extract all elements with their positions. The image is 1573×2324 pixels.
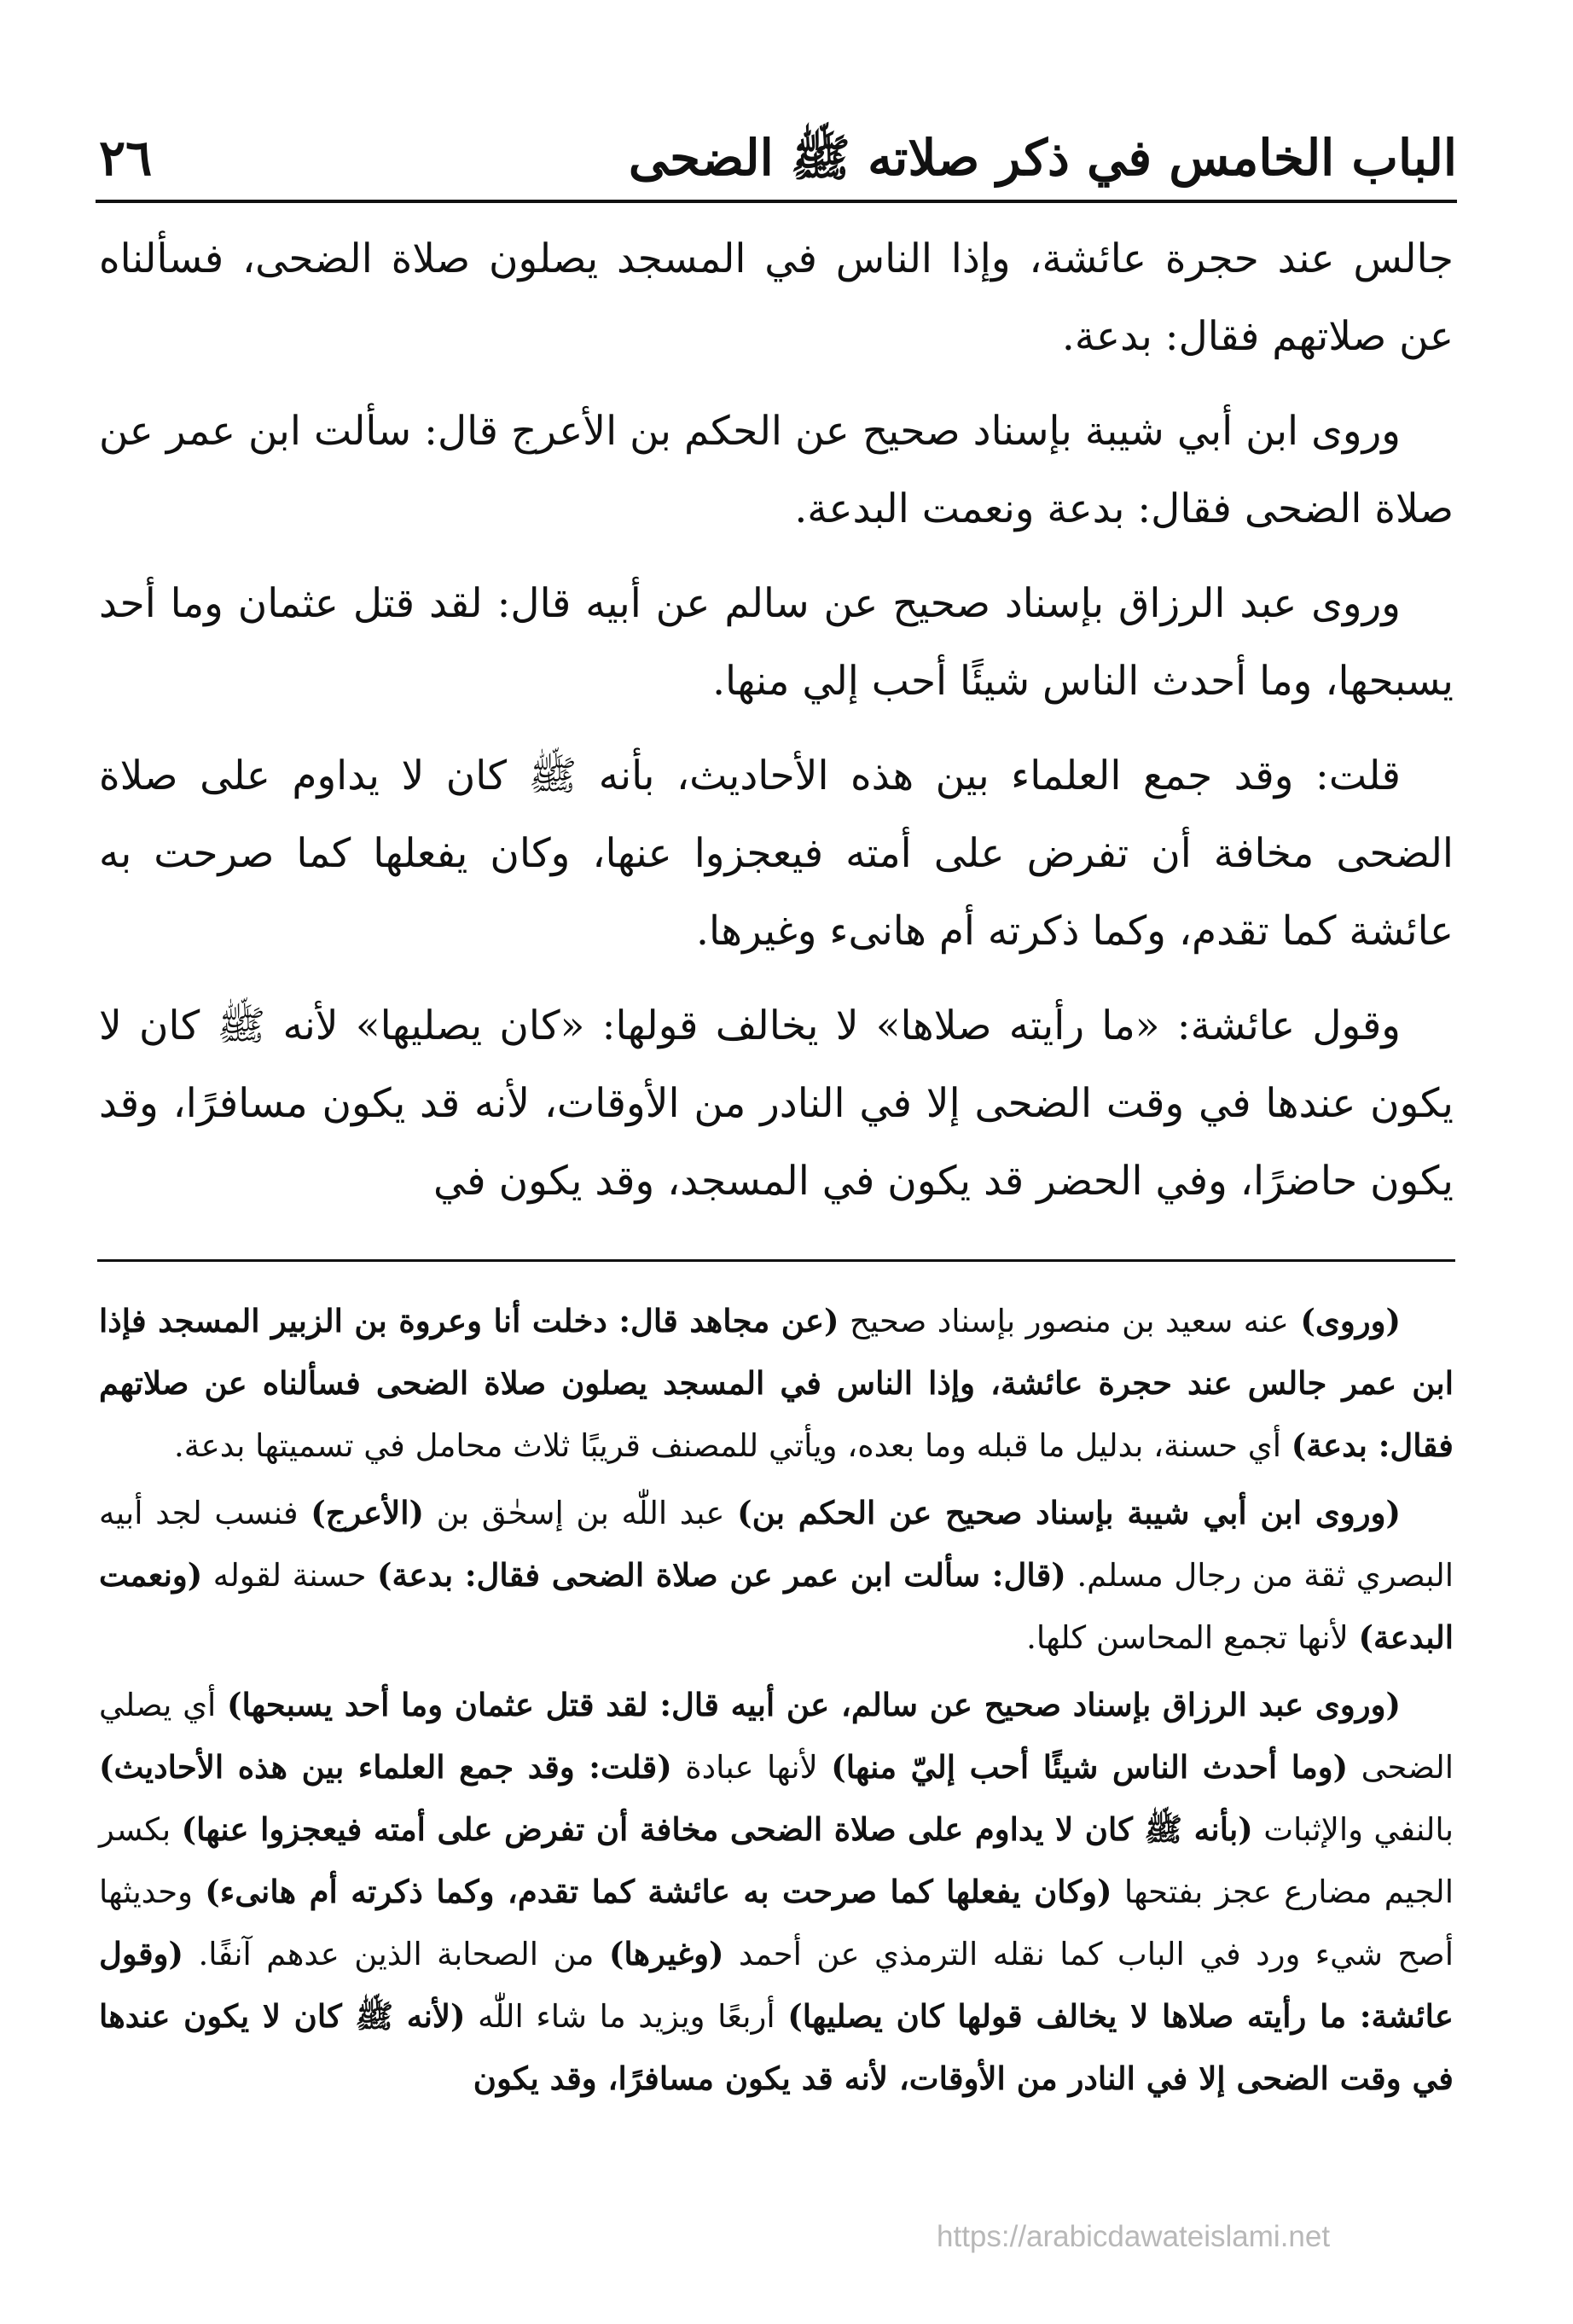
page-header: [96, 118, 1457, 203]
quoted-text: (وكان يفعلها كما صرحت به عائشة كما تقدم، وكما ذكرته أم هانىء): [205, 1873, 1112, 1910]
quoted-text: (وروى ابن أبي شيبة بإسناد صحيح عن الحكم بن): [737, 1494, 1401, 1531]
commentary-text: بالنفي والإثبات: [1252, 1811, 1454, 1848]
chapter-title: الباب الخامس في ذكر صلاته ﷺ الضحى: [628, 129, 1457, 187]
commentary-text: من الصحابة الذين عدهم آنفًا.: [183, 1936, 609, 1972]
footnote-paragraph: [99, 1482, 1454, 1669]
quoted-text: (قلت: وقد جمع العلماء بين هذه الأحاديث): [99, 1748, 672, 1786]
quoted-text: (قال: سألت ابن عمر عن صلاة الضحى فقال: بدعة): [377, 1556, 1066, 1594]
commentary-text: وحديثها أصح شيء ورد في الباب كما نقله الترمذي عن أحمد: [99, 1874, 1454, 1972]
quoted-text: (وروى): [1288, 1302, 1401, 1339]
paragraph: وروى عبد الرزاق بإسناد صحيح عن سالم عن أبيه قال: لقد قتل عثمان وما أحد يسبحها، وما أحدث الناس شيئًا أحب إلي منها.: [99, 580, 1454, 705]
quoted-text: (عن مجاهد قال: دخلت أنا وعروة بن الزبير المسجد فإذا ابن عمر جالس عند حجرة عائشة، وإذا الناس في المسجد يصلون صلاة الضحى فسألناه عن صلاتهم فقال: بدعة): [99, 1302, 1454, 1464]
commentary-text: أي يصلي الضحى: [99, 1687, 1454, 1786]
commentary-text: لأنها تجمع المحاسن كلها.: [1026, 1619, 1359, 1656]
commentary-text: عبد اللّٰه بن إسحٰق بن: [424, 1495, 738, 1531]
paragraph: وقول عائشة: «ما رأيته صلاها» لا يخالف قولها: «كان يصليها» لأنه ﷺ كان لا يكون عندها في وقت الضحى إلا في النادر من الأوقات، لأنه قد يكون مسافرًا، وقد يكون حاضرًا، وفي الحضر قد يكون في المسجد، وقد يكون في: [99, 1002, 1454, 1205]
commentary-text: لأنها عبادة: [671, 1749, 832, 1786]
page-number: ٢٦: [99, 129, 153, 187]
commentary-text: عنه سعيد بن منصور بإسناد صحيح: [839, 1303, 1289, 1339]
quoted-text: (لأنه ﷺ كان لا يكون عندها في وقت الضحى إلا في النادر من الأوقات، لأنه قد يكون مسافرًا، وقد يكون: [99, 1997, 1454, 2097]
footnote-separator: [97, 1259, 1455, 1262]
quoted-text: (وروى عبد الرزاق بإسناد صحيح عن سالم، عن أبيه قال: لقد قتل عثمان وما أحد يسبحها): [226, 1686, 1401, 1723]
commentary-text: أربعًا ويزيد ما شاء اللّٰه: [465, 1998, 788, 2035]
footnotes: [99, 1290, 1454, 2115]
commentary-text: فنسب لجد أبيه البصري ثقة من رجال مسلم.: [99, 1495, 1454, 1594]
footnote-paragraph: [99, 1290, 1454, 1477]
quoted-text: (ونعمت البدعة): [99, 1556, 1454, 1656]
quoted-text: (الأعرج): [311, 1494, 425, 1531]
footnote-paragraph: [99, 1674, 1454, 2110]
commentary-text: بكسر الجيم مضارع عجز بفتحها: [99, 1811, 1454, 1910]
quoted-text: (وقول عائشة: ما رأيته صلاها لا يخالف قولها كان يصليها): [99, 1935, 1454, 2035]
commentary-text: حسنة لقوله: [202, 1557, 378, 1594]
paragraph: قلت: وقد جمع العلماء بين هذه الأحاديث، بأنه ﷺ كان لا يداوم على صلاة الضحى مخافة أن تفرض على أمته فيعجزوا عنها، وكان يفعلها كما صرحت به عائشة كما تقدم، وكما ذكرته أم هانىء وغيرها.: [99, 752, 1454, 955]
quoted-text: (وغيرها): [608, 1935, 724, 1972]
quoted-text: (بأنه ﷺ كان لا يداوم على صلاة الضحى مخافة أن تفرض على أمته فيعجزوا عنها): [181, 1810, 1253, 1848]
commentary-text: أي حسنة، بدليل ما قبله وما بعده، ويأتي للمصنف قريبًا ثلاث محامل في تسميتها بدعة.: [174, 1427, 1291, 1464]
quoted-text: (وما أحدث الناس شيئًا أحب إليّ منها): [831, 1748, 1349, 1786]
watermark-url: https://arabicdawateislami.net: [937, 2220, 1331, 2253]
paragraph: وروى ابن أبي شيبة بإسناد صحيح عن الحكم بن الأعرج قال: سألت ابن عمر عن صلاة الضحى فقال: بدعة ونعمت البدعة.: [99, 408, 1454, 532]
main-text: [99, 220, 1454, 1237]
paragraph: جالس عند حجرة عائشة، وإذا الناس في المسجد يصلون صلاة الضحى، فسألناه عن صلاتهم فقال: بدعة.: [99, 235, 1454, 360]
